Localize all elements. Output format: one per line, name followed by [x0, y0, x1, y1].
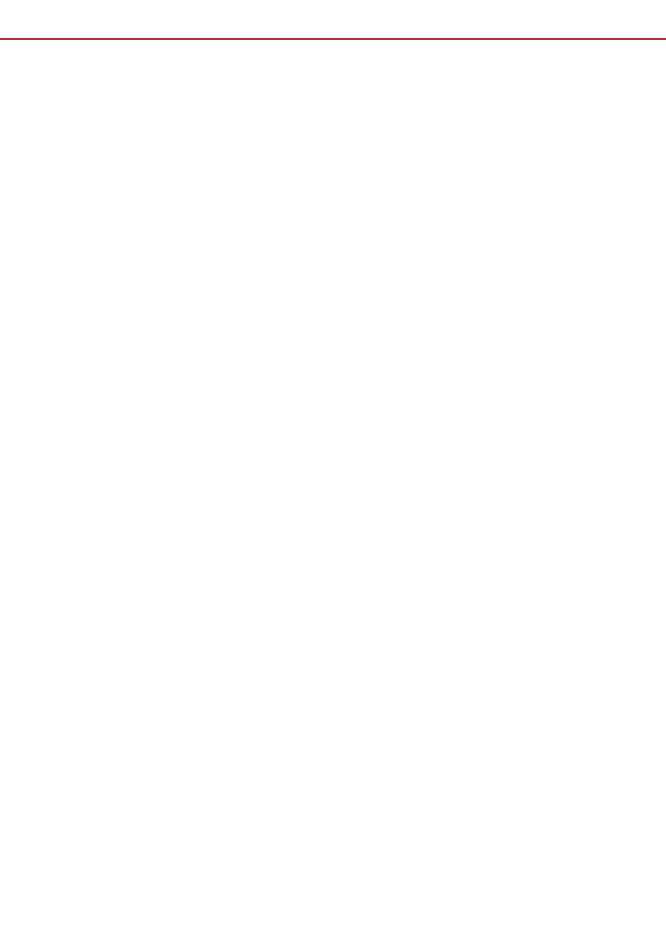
page-header — [0, 0, 666, 40]
